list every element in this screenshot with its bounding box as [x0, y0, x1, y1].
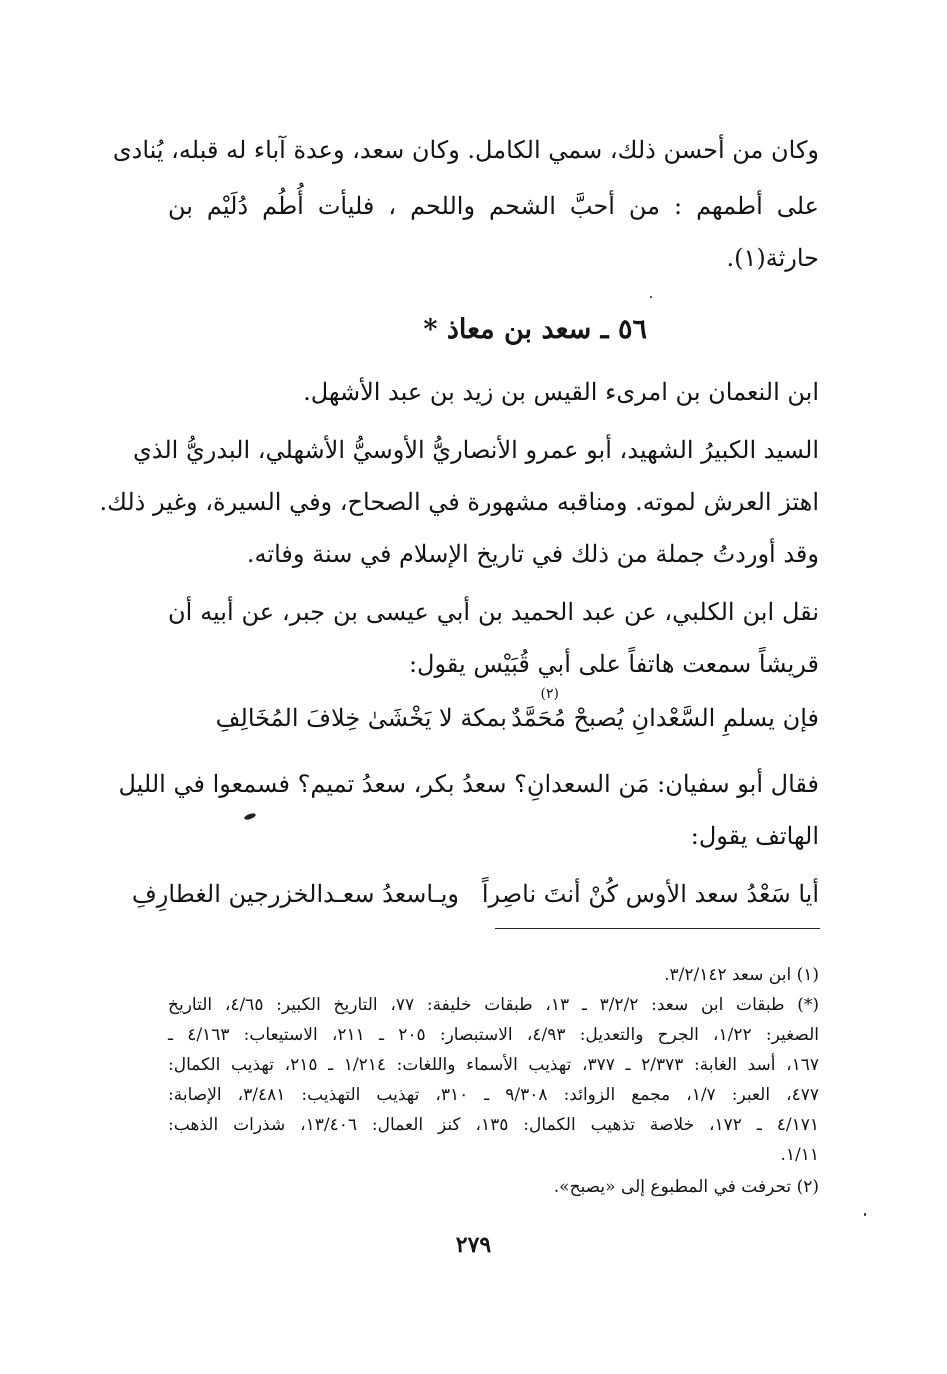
ink-speck	[650, 296, 652, 298]
poetry-verse	[0, 686, 947, 736]
biography-heading: ٥٦ ـ سعد بن معاذ *	[423, 314, 647, 345]
body-line: فقال أبو سفيان: مَن السعدانِ؟ سعدُ بكر، سعدُ تميم؟ فسمعوا في الليل	[118, 770, 819, 798]
footnote-line: الصغير: ١/٢٢، الجرح والتعديل: ٤/٩٣، الاستبصار: ٢٠٥ ـ ٢١١، الاستيعاب: ٤/١٦٣ ـ	[168, 1025, 819, 1045]
body-line: حارثة(١).	[726, 244, 819, 272]
footnote-separator	[495, 928, 820, 929]
footnote-line: (٢) تحرفت في المطبوع إلى «يصبح».	[553, 1177, 819, 1197]
verse-first-hemistich: أيا سَعْدُ سعد الأوس كُنْ أنتَ ناصِراً	[481, 880, 819, 908]
body-line: وقد أوردتُ جملة من ذلك في تاريخ الإسلام في سنة وفاته.	[246, 540, 819, 568]
footnote-line: ٤٧٧، العبر: ١/٧، مجمع الزوائد: ٩/٣٠٨ ـ ٣١٠، تهذيب التهذيب: ٣/٤٨١، الإصابة:	[168, 1085, 819, 1105]
verse-first-hemistich	[511, 700, 819, 736]
footnote-line: ١٦٧، أسد الغابة: ٢/٣٧٣ ـ ٣٧٧، تهذيب الأسماء واللغات: ١/٢١٤ ـ ٢١٥، تهذيب الكمال:	[168, 1055, 819, 1075]
footnote-line: ١/١١.	[780, 1145, 819, 1165]
ink-speck	[864, 1213, 866, 1216]
body-line: قريشاً سمعت هاتفاً على أبي قُبَيْس يقول:	[408, 650, 819, 678]
verse-second-hemistich: ويـاسعدُ سعـدالخزرجين الغطارِفِ	[131, 880, 459, 908]
footnote-line: (١) ابن سعد ٣/٢/١٤٢.	[664, 965, 819, 985]
footnote-reference: (٢)	[540, 686, 559, 702]
verse-second-hemistich: بمكة لا يَخْشَىٰ خِلافَ المُخَالِفِ	[215, 704, 507, 732]
body-line: السيد الكبيرُ الشهيد، أبو عمرو الأنصاريُّ الأوسيُّ الأشهلي، البدريُّ الذي	[132, 436, 819, 464]
verse-text: فإن يسلمِ السَّعْدانِ يُصبحْ مُحَمَّدٌ	[511, 704, 819, 732]
page-number: ٢٧٩	[455, 1232, 492, 1258]
body-line: نقل ابن الكلبي، عن عبد الحميد بن أبي عيسى بن جبر، عن أبيه أن	[168, 598, 819, 626]
footnote-line: (*) طبقات ابن سعد: ٣/٢/٢ ـ ١٣، طبقات خليفة: ٧٧، التاريخ الكبير: ٤/٦٥، التاريخ	[168, 995, 819, 1015]
footnote-line: ٤/١٧١ ـ ١٧٢، خلاصة تذهيب الكمال: ١٣٥، كنز العمال: ١٣/٤٠٦، شذرات الذهب:	[168, 1115, 819, 1135]
lineage-line: ابن النعمان بن امرىء القيس بن زيد بن عبد الأشهل.	[303, 378, 819, 406]
body-line: على أطمهم : من أحبَّ الشحم واللحم ، فليأت أُطُم دُلَيْم بن	[168, 192, 819, 220]
ink-speck	[244, 812, 257, 821]
body-line: اهتز العرش لموته. ومناقبه مشهورة في الصحاح، وفي السيرة، وغير ذلك.	[99, 488, 819, 516]
body-line: الهاتف يقول:	[690, 822, 819, 850]
body-line: وكان من أحسن ذلك، سمي الكامل. وكان سعد، وعدة آباء له قبله، يُنادى	[112, 136, 819, 164]
poetry-verse	[0, 876, 947, 912]
